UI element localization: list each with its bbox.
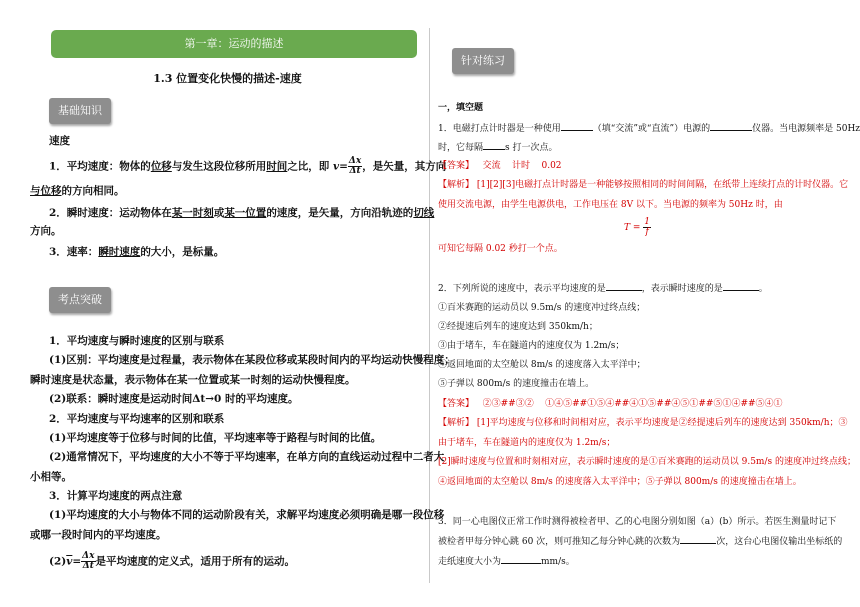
q1-explanation-line1: 【解析】 [1][2][3]电磁打点计时器是一种能够按照相同的时间间隔，在纸带上连续打点的计时仪器。它 [438,180,849,190]
focus-2-heading: 2．平均速度与平均速率的区别和联系 [49,413,225,425]
part-one-heading: 一，填空题 [438,103,484,113]
focus-3b: $(2)\overline{v}=$ $\frac{\Delta x}{\Delta t}$ 是平均速度的定义式，适用于所有的运动。 [49,551,296,571]
focus-1a-line1: (1)区别：平均速度是过程量，表示物体在某段位移或某段时间内的平均运动快慢程度； [49,354,455,366]
practice-tag: 针对练习 [452,48,514,74]
q2-option-1: ①百米赛跑的运动员以 9.5m/s 的速度冲过终点线； [438,303,646,313]
focus-1a-line2: 瞬时速度是状态量，表示物体在某一位置或某一时刻的运动快慢程度。 [30,374,356,386]
q2-explanation-line4: ④返回地面的太空舱以 8m/s 的速度落入太平洋中；⑤子弹以 800m/s 的速度撞击在墙上。 [438,477,802,487]
q2-option-3: ③由于堵车，车在隧道内的速度仅为 1.2m/s； [438,341,625,351]
focus-1b: (2)联系：瞬时速度是运动时间Δt→0 时的平均速度。 [49,393,299,405]
focus-3-heading: 3．计算平均速度的两点注意 [49,490,183,502]
key-points-tag: 考点突破 [49,287,111,313]
chapter-banner: 第一章：运动的描述 [51,30,417,58]
focus-2a: (1)平均速度等于位移与时间的比值，平均速率等于路程与时间的比值。 [49,432,382,444]
focus-3a-line2: 或哪一段时间内的平均速度。 [30,529,167,541]
q2-line1: 2．下列所说的速度中，表示平均速度的是 ，表示瞬时速度的是 。 [438,284,768,294]
q2-explanation-line1: 【解析】 [1]平均速度与位移和时间相对应，表示平均速度是②经提速后列车的速度达到 350km/h；③ [438,418,848,428]
focus-3a-line1: (1)平均速度的大小与物体不同的运动阶段有关，求解平均速度必须明确是哪一段位移 [49,509,445,521]
q3-line1: 3．同一心电图仪正常工作时测得被检者甲、乙的心电图分别如图（a）(b）所示。若医生测量时记下 [438,517,837,527]
period-formula: T = $\frac{1}{f}$ [624,217,651,237]
q2-answer: 【答案】 ②③##③② ①④⑤##①⑤④##④①⑤##④⑤①##⑤①④##⑤④① [438,399,783,409]
focus-2b-line1: (2)通常情况下，平均速度的大小不等于平均速率，在单方向的直线运动过程中二者大 [49,451,445,463]
q1-line2: 时，它每隔 s 打一次点。 [438,143,558,153]
delta-fraction-2: $\frac{\Delta x}{\Delta t}$ [82,551,95,571]
delta-fraction: $\frac{\Delta x}{\Delta t}$ [348,156,362,176]
q2-option-4: ④返回地面的太空舱以 8m/s 的速度落入太平洋中； [438,360,646,370]
avg-velocity-line2: 与位移的方向相同。 [30,185,125,197]
q3-line2: 被检者甲每分钟心跳 60 次，则可推知乙每分钟心跳的次数为 次，这台心电图仪输出坐标纸的 [438,537,843,547]
q1-line1: 1．电磁打点计时器是一种使用 （填“交流”或“直流”）电源的 仪器。当电源频率是 50Hz [438,124,860,134]
avg-velocity-line1: 1．平均速度：物体的位移与发生这段位移所用时间之比，即 v= $\frac{\Delta x}{\Delta t}$ ，是矢量，其方向 [49,156,447,176]
q3-line3: 走纸速度大小为 mm/s。 [438,557,575,567]
q2-option-5: ⑤子弹以 800m/s 的速度撞击在墙上。 [438,379,595,389]
q2-option-2: ②经提速后列车的速度达到 350km/h； [438,322,598,332]
focus-2b-line2: 小相等。 [30,471,72,483]
speed-heading: 速度 [49,135,70,147]
q2-explanation-line3: [2]瞬时速度与位置和时刻相对应，表示瞬时速度的是①百米赛跑的运动员以 9.5m/s 的速度冲过终点线； [438,457,856,467]
speed-rate-line: 3．速率：瞬时速度的大小，是标量。 [49,246,225,258]
q2-explanation-line2: 由于堵车，车在隧道内的速度仅为 1.2m/s； [438,438,616,448]
section-title: 1.3 位置变化快慢的描述-速度 [153,72,302,85]
inst-velocity-line2: 方向。 [30,225,62,237]
q1-answer: 【答案】 交流 计时 0.02 [438,161,562,171]
focus-1-heading: 1．平均速度与瞬时速度的区别与联系 [49,335,225,347]
inst-velocity-line1: 2．瞬时速度：运动物体在某一时刻或某一位置的速度，是矢量，方向沿轨迹的切线 [49,207,435,219]
column-divider [429,28,430,583]
basic-knowledge-tag: 基础知识 [49,98,111,124]
q1-explanation-line2: 使用交流电源，由学生电源供电，工作电压在 8V 以下。当电源的频率为 50Hz 时，由 [438,200,783,210]
q1-explanation-line3: 可知它每隔 0.02 秒打一个点。 [438,244,563,254]
